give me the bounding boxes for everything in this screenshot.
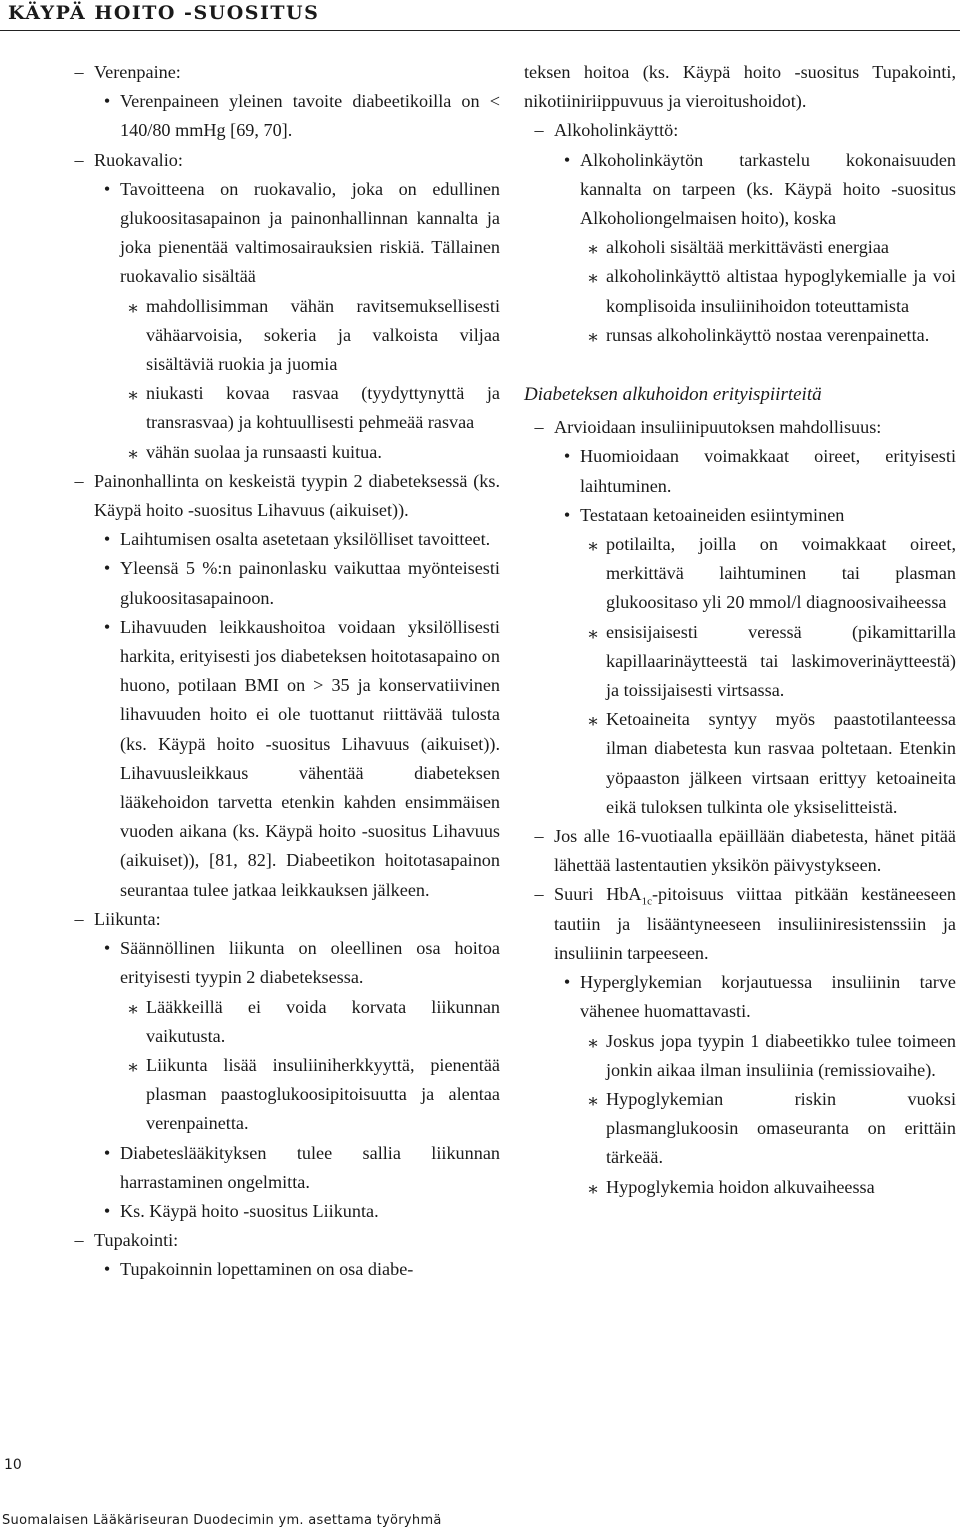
item-text: runsas alkoholinkäyttö nostaa verenpainetta. (606, 324, 930, 345)
item-text: Liikunta lisää insuliiniherkkyyttä, pienentää plasman paastoglukoosipitoisuutta ja alentaa verenpainetta. (146, 1054, 500, 1134)
item-text: Hypoglykemia hoidon alkuvaiheessa (606, 1176, 875, 1197)
bullet-list-item (524, 968, 956, 1026)
dash-list-item (64, 58, 500, 87)
bullet-list-item (64, 554, 500, 612)
section-heading: Diabeteksen alkuhoidon erityispiirteitä (524, 384, 822, 406)
bullet-marker: • (103, 1200, 111, 1221)
item-text: Verenpaineen yleinen tavoite diabeetikoilla on < 140/80 mmHg [69, 70]. (120, 91, 500, 141)
item-text: potilailta, joilla on voimakkaat oireet, merkittävä laihtuminen tai plasman glukoositaso yli 20 mmol/l diagnoosivaiheessa (606, 534, 956, 613)
item-text: Lääkkeillä ei voida korvata liikunnan vaikutusta. (146, 996, 500, 1046)
item-text: alkoholi sisältää merkittävästi energiaa (606, 237, 889, 258)
dash-list-item (64, 146, 500, 175)
page-header-title: KÄYPÄ HOITO -SUOSITUS (8, 2, 320, 24)
item-text: Painonhallinta on keskeistä tyypin 2 diabeteksessä (ks. Käypä hoito -suositus Lihavuus (aikuiset)). (94, 470, 500, 521)
asterisk-list-item (64, 1051, 500, 1139)
bullet-marker: • (563, 972, 571, 993)
item-text: Arvioidaan insuliinipuutoksen mahdollisuus: (554, 417, 882, 438)
bullet-marker: • (103, 1142, 111, 1163)
asterisk-marker: ⁎ (588, 237, 598, 258)
bullet-list-item (64, 87, 500, 145)
dash-list-item (64, 905, 500, 934)
bullet-marker: • (103, 616, 111, 637)
item-text: alkoholinkäyttö altistaa hypoglykemialle ja voi komplisoida insuliinihoidon toteuttamista (606, 266, 956, 316)
asterisk-list-item (524, 705, 956, 822)
asterisk-list-item (64, 993, 500, 1051)
bullet-marker: • (103, 1259, 111, 1280)
dash-list-item (524, 880, 956, 968)
item-text: Verenpaine: (94, 62, 181, 82)
dash-marker: – (74, 62, 84, 82)
bullet-marker: • (103, 529, 111, 550)
bullet-list-item (64, 1139, 500, 1197)
dash-list-item (64, 1226, 500, 1255)
asterisk-marker: ⁎ (588, 324, 598, 345)
bullet-list-item (524, 501, 956, 530)
page-footer: Suomalaisen Lääkäriseuran Duodecimin ym. asettama työryhmä (2, 1513, 442, 1528)
right-column (524, 58, 956, 1202)
item-text: vähän suolaa ja runsaasti kuitua. (146, 441, 382, 462)
item-text: ensisijaisesti veressä (pikamittarilla kapillaarinäytteestä tai laskimoverinäytteestä) ja toissijaisesti virtsassa. (606, 621, 956, 701)
asterisk-list-item (524, 1173, 956, 1202)
item-text: Liikunta: (94, 908, 161, 929)
asterisk-marker: ⁎ (128, 441, 138, 462)
bullet-marker: • (103, 91, 111, 112)
bullet-marker: • (103, 938, 111, 959)
bullet-list-item (64, 934, 500, 992)
item-text: Tupakointi: (94, 1230, 179, 1251)
asterisk-marker: ⁎ (128, 295, 138, 316)
asterisk-marker: ⁎ (588, 1088, 598, 1109)
item-text: Tupakoinnin lopettaminen on osa diabe- (120, 1259, 414, 1280)
bullet-list-item (64, 525, 500, 554)
item-text: Ketoaineita syntyy myös paastotilanteessa ilman diabetesta kun rasvaa poltetaan. Etenkin yöpaaston jälkeen virtsaan erittyy ketoaineita eikä tuloksen tulkinta ole yksiselitteistä. (606, 709, 956, 817)
bullet-marker: • (103, 178, 111, 199)
asterisk-list-item (524, 1085, 956, 1173)
item-text: Huomioidaan voimakkaat oireet, erityisesti laihtuminen. (580, 446, 956, 496)
asterisk-marker: ⁎ (128, 1054, 138, 1075)
dash-marker: – (74, 470, 84, 491)
bullet-list-item (524, 442, 956, 500)
item-text: Jos alle 16-vuotiaalla epäillään diabetesta, hänet pitää lähettää lastentautien yksikön päivystykseen. (554, 826, 956, 876)
bullet-list-item (64, 613, 500, 905)
dash-marker: – (74, 149, 84, 170)
bullet-list-item (524, 146, 956, 234)
item-text: Diabeteslääkityksen tulee sallia liikunnan harrastaminen ongelmitta. (120, 1142, 500, 1192)
asterisk-list-item (524, 262, 956, 320)
dash-marker: – (74, 908, 84, 929)
asterisk-marker: ⁎ (588, 1030, 598, 1051)
dash-list-item (524, 822, 956, 880)
bullet-list-item (64, 1197, 500, 1226)
dash-marker: – (534, 120, 544, 141)
asterisk-marker: ⁎ (588, 534, 598, 555)
item-text: Joskus jopa tyypin 1 diabeetikko tulee toimeen jonkin aikaa ilman insuliinia (remissiovaihe). (606, 1030, 956, 1080)
dash-marker: – (534, 884, 544, 905)
dash-marker: – (534, 826, 544, 847)
asterisk-list-item (524, 618, 956, 706)
asterisk-list-item (64, 379, 500, 437)
page-number: 10 (4, 1457, 22, 1473)
item-text: Laihtumisen osalta asetetaan yksilölliset tavoitteet. (120, 529, 491, 550)
asterisk-marker: ⁎ (588, 709, 598, 730)
section-gap (524, 350, 956, 372)
item-text: Ks. Käypä hoito -suositus Liikunta. (120, 1200, 379, 1221)
dash-marker: – (74, 1230, 84, 1251)
asterisk-marker: ⁎ (588, 621, 598, 642)
left-column (64, 58, 500, 1285)
asterisk-list-item (524, 233, 956, 262)
asterisk-list-item (64, 438, 500, 467)
item-text: teksen hoitoa (ks. Käypä hoito -suositus Tupakointi, nikotiiniriippuvuus ja vieroitushoidot). (524, 62, 956, 112)
asterisk-marker: ⁎ (588, 266, 598, 287)
asterisk-marker: ⁎ (128, 996, 138, 1017)
item-text: Alkoholinkäyttö: (554, 120, 679, 141)
bullet-list-item (64, 1255, 500, 1284)
bullet-marker: • (563, 149, 571, 170)
dash-marker: – (534, 417, 544, 438)
dash-list-item (64, 467, 500, 525)
item-text: Yleensä 5 %:n painonlasku vaikuttaa myönteisesti glukoositasapainoon. (120, 558, 500, 608)
asterisk-list-item (524, 321, 956, 350)
asterisk-list-item (524, 530, 956, 618)
asterisk-list-item (64, 292, 500, 380)
asterisk-marker: ⁎ (128, 383, 138, 404)
item-text: Säännöllinen liikunta on oleellinen osa hoitoa erityisesti tyypin 2 diabeteksessa. (120, 938, 500, 988)
item-text: Hyperglykemian korjautuessa insuliinin tarve vähenee huomattavasti. (580, 972, 956, 1022)
dash-list-item (524, 413, 956, 442)
item-text: Alkoholinkäytön tarkastelu kokonaisuuden kannalta on tarpeen (ks. Käypä hoito -suositus Alkoholiongelmaisen hoito), koska (580, 149, 956, 229)
header-divider (0, 30, 960, 31)
bullet-marker: • (563, 446, 571, 467)
item-text: Suuri HbA$_{1c}$-pitoisuus viittaa pitkään kestäneeseen tautiin ja lisääntyneeseen insuliiniresistenssiin ja insuliinin tarpeeseen. (554, 884, 957, 963)
asterisk-list-item (524, 1027, 956, 1085)
asterisk-marker: ⁎ (588, 1176, 598, 1197)
paragraph-continuation (524, 58, 956, 116)
item-text: mahdollisimman vähän ravitsemuksellisesti vähäarvoisia, sokeria ja valkoista viljaa sisältäviä ruokia ja juomia (146, 295, 500, 375)
bullet-list-item (64, 175, 500, 292)
item-text: niukasti kovaa rasvaa (tyydyttynyttä ja transrasvaa) ja kohtuullisesti pehmeää rasvaa (146, 383, 500, 433)
item-text: Ruokavalio: (94, 149, 183, 170)
item-text: Hypoglykemian riskin vuoksi plasmanglukoosin omaseuranta on erittäin tärkeää. (606, 1088, 956, 1168)
item-text: Testataan ketoaineiden esiintyminen (580, 504, 845, 525)
bullet-marker: • (103, 558, 111, 579)
item-text: Tavoitteena on ruokavalio, joka on edullinen glukoositasapainon ja painonhallinnan kannalta ja joka pienentää valtimosairauksien riskiä. Tällainen ruokavalio sisältää (120, 178, 500, 287)
dash-list-item (524, 116, 956, 145)
item-text: Lihavuuden leikkaushoitoa voidaan yksilöllisesti harkita, erityisesti jos diabeteksen hoitotasapaino on huono, potilaan BMI on > 35 ja konservatiivinen lihavuuden hoito ei ole tuottanut riittävää tulosta (ks. Käypä hoito -suositus Lihavuus (aikuiset)). Lihavuusleikkaus vähentää diabeteksen lääkehoidon tarvetta etenkin kahden ensimmäisen vuoden aikana (ks. Käypä hoito -suositus Lihavuus (aikuiset)), [81, 82]. Diabeetikon hoitotasapainon seurantaa tulee jatkaa leikkauksen jälkeen. (120, 616, 500, 900)
bullet-marker: • (563, 504, 571, 525)
